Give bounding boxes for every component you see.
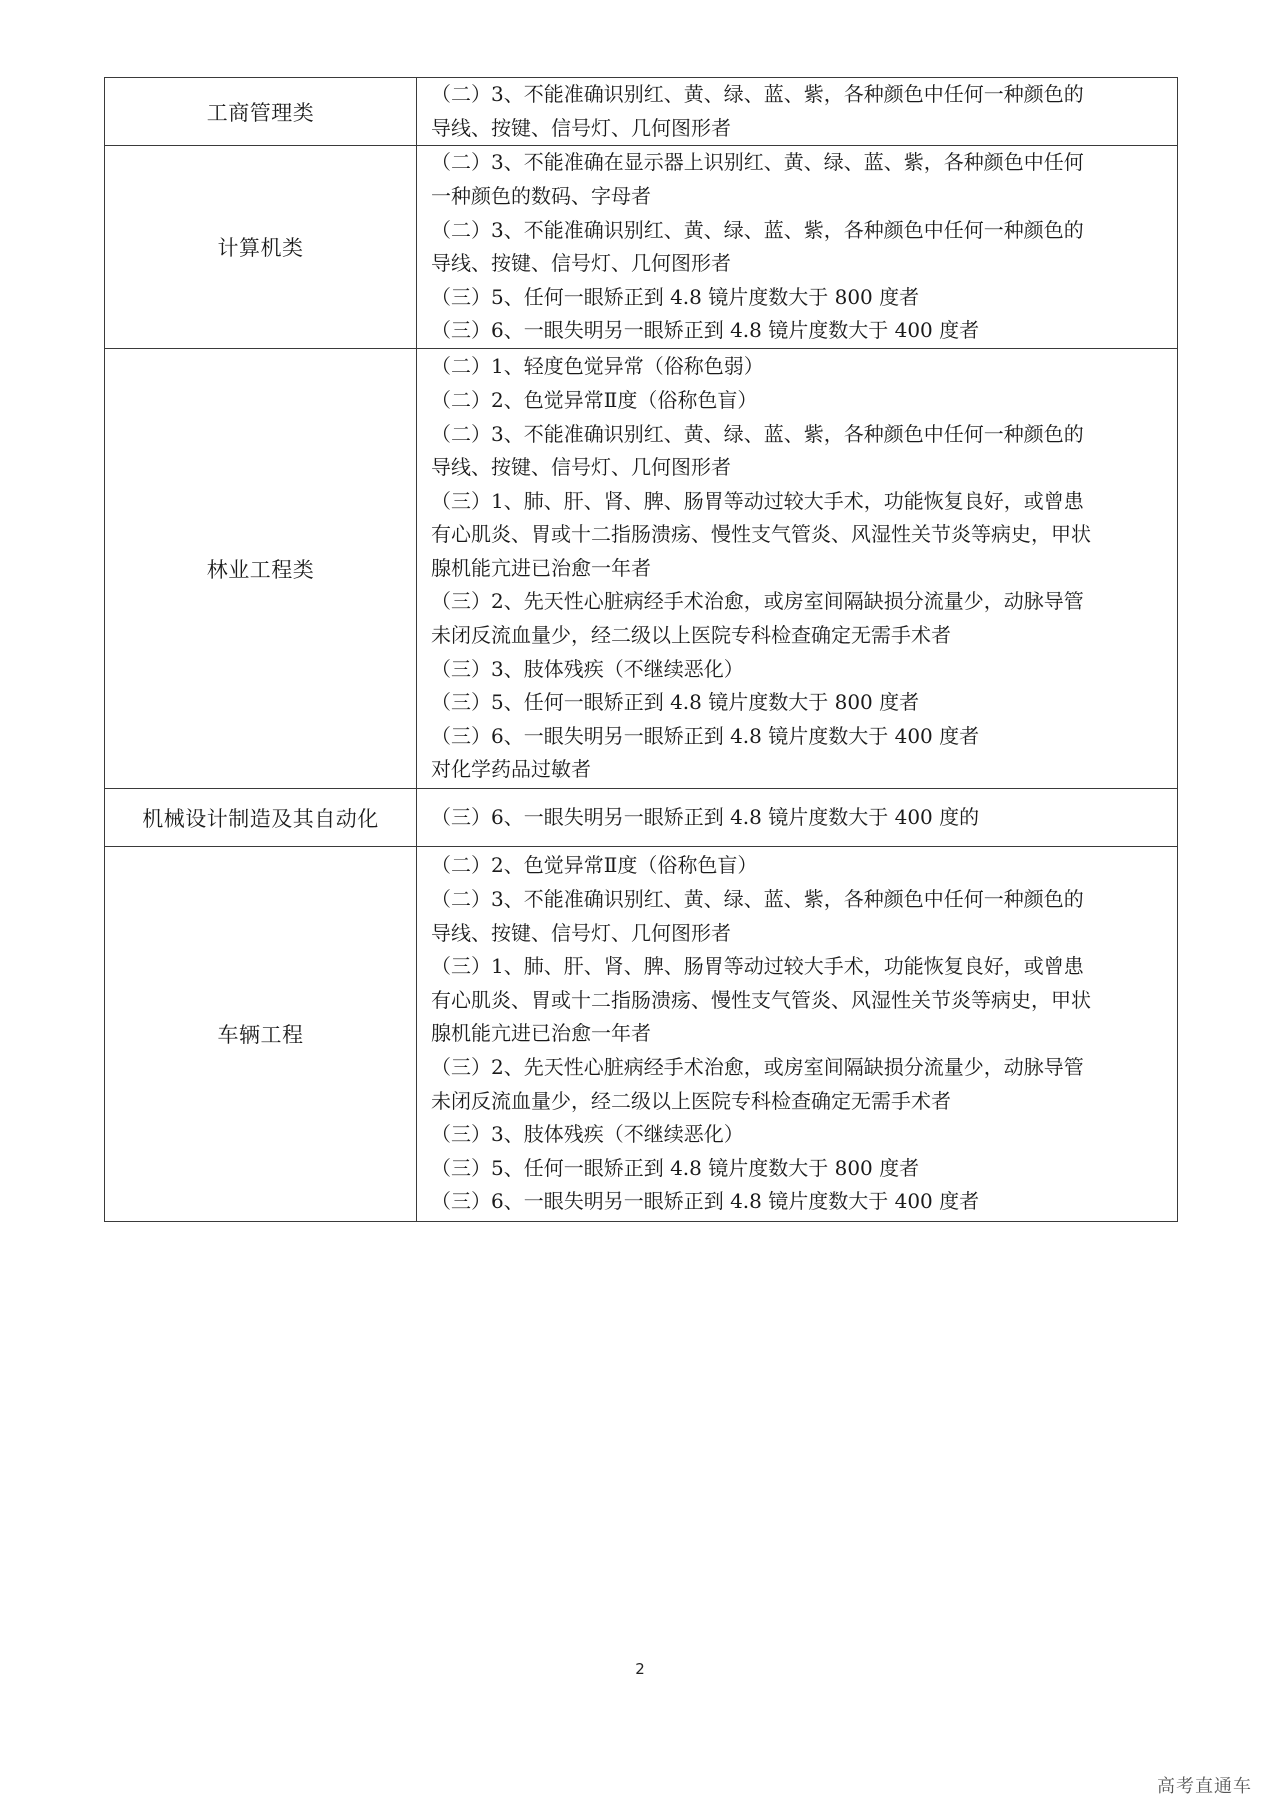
requirement-line: 导线、按键、信号灯、几何图形者 bbox=[431, 920, 731, 945]
requirement-line: （三）6、一眼失明另一眼矫正到 4.8 镜片度数大于 400 度者 bbox=[431, 723, 980, 748]
requirement-line: （三）3、肢体残疾（不继续恶化） bbox=[431, 656, 744, 681]
source-watermark: 高考直通车 bbox=[1157, 1776, 1252, 1797]
requirement-line: 导线、按键、信号灯、几何图形者 bbox=[431, 115, 731, 140]
major-cell: 计算机类 bbox=[105, 146, 417, 349]
requirement-line: 导线、按键、信号灯、几何图形者 bbox=[431, 251, 731, 276]
requirement-line: 一种颜色的数码、字母者 bbox=[431, 184, 651, 208]
table-row bbox=[105, 78, 1178, 146]
restrictions-table bbox=[104, 77, 1178, 1222]
major-cell: 车辆工程 bbox=[105, 847, 417, 1222]
requirement-line: （三）5、任何一眼矫正到 4.8 镜片度数大于 800 度者 bbox=[431, 1155, 920, 1180]
requirement-line: 腺机能亢进已治愈一年者 bbox=[431, 555, 651, 580]
requirement-line: （三）6、一眼失明另一眼矫正到 4.8 镜片度数大于 400 度者 bbox=[431, 318, 980, 343]
requirements-cell bbox=[417, 789, 1178, 847]
requirement-line: 有心肌炎、胃或十二指肠溃疡、慢性支气管炎、风湿性关节炎等病史，甲状 bbox=[431, 987, 1091, 1012]
requirement-line: （三）5、任何一眼矫正到 4.8 镜片度数大于 800 度者 bbox=[431, 690, 920, 715]
requirement-line: 有心肌炎、胃或十二指肠溃疡、慢性支气管炎、风湿性关节炎等病史，甲状 bbox=[431, 522, 1091, 547]
major-cell: 林业工程类 bbox=[105, 349, 417, 789]
requirement-line: （二）2、色觉异常Ⅱ度（俗称色盲） bbox=[431, 387, 758, 412]
requirements-cell bbox=[417, 146, 1178, 349]
requirement-line: （三）2、先天性心脏病经手术治愈，或房室间隔缺损分流量少，动脉导管 bbox=[431, 589, 1084, 614]
requirement-line: （三）3、肢体残疾（不继续恶化） bbox=[431, 1122, 744, 1147]
table-row bbox=[105, 789, 1178, 847]
requirement-line: （三）6、一眼失明另一眼矫正到 4.8 镜片度数大于 400 度的 bbox=[431, 804, 980, 829]
requirements-cell bbox=[417, 847, 1178, 1222]
major-cell: 机械设计制造及其自动化 bbox=[105, 789, 417, 847]
requirement-line: （三）1、肺、肝、肾、脾、肠胃等动过较大手术，功能恢复良好，或曾患 bbox=[431, 954, 1084, 979]
requirement-line: 未闭反流血量少，经二级以上医院专科检查确定无需手术者 bbox=[431, 623, 951, 648]
requirement-line: 对化学药品过敏者 bbox=[431, 757, 591, 782]
requirement-line: （三）6、一眼失明另一眼矫正到 4.8 镜片度数大于 400 度者 bbox=[431, 1189, 980, 1214]
requirement-line: 腺机能亢进已治愈一年者 bbox=[431, 1021, 651, 1046]
table-row bbox=[105, 847, 1178, 1222]
requirement-line: 未闭反流血量少，经二级以上医院专科检查确定无需手术者 bbox=[431, 1088, 951, 1113]
requirement-line: （二）3、不能准确识别红、黄、绿、蓝、紫，各种颜色中任何一种颜色的 bbox=[431, 421, 1084, 446]
page-number: 2 bbox=[635, 1660, 645, 1678]
requirement-line: （二）1、轻度色觉异常（俗称色弱） bbox=[431, 354, 764, 379]
requirements-cell bbox=[417, 349, 1178, 789]
table-row bbox=[105, 349, 1178, 789]
requirement-line: （三）2、先天性心脏病经手术治愈，或房室间隔缺损分流量少，动脉导管 bbox=[431, 1054, 1084, 1079]
restrictions-table-body bbox=[105, 78, 1178, 1222]
requirement-line: 导线、按键、信号灯、几何图形者 bbox=[431, 455, 731, 480]
requirement-line: （二）3、不能准确在显示器上识别红、黄、绿、蓝、紫，各种颜色中任何 bbox=[431, 150, 1084, 175]
requirement-line: （二）3、不能准确识别红、黄、绿、蓝、紫，各种颜色中任何一种颜色的 bbox=[431, 82, 1084, 106]
requirement-line: （二）2、色觉异常Ⅱ度（俗称色盲） bbox=[431, 853, 758, 878]
table-row bbox=[105, 146, 1178, 349]
major-cell: 工商管理类 bbox=[105, 78, 417, 146]
requirement-line: （三）1、肺、肝、肾、脾、肠胃等动过较大手术，功能恢复良好，或曾患 bbox=[431, 488, 1084, 513]
requirement-line: （二）3、不能准确识别红、黄、绿、蓝、紫，各种颜色中任何一种颜色的 bbox=[431, 887, 1084, 912]
requirements-cell bbox=[417, 78, 1178, 146]
requirement-line: （三）5、任何一眼矫正到 4.8 镜片度数大于 800 度者 bbox=[431, 284, 920, 309]
requirement-line: （二）3、不能准确识别红、黄、绿、蓝、紫，各种颜色中任何一种颜色的 bbox=[431, 217, 1084, 242]
